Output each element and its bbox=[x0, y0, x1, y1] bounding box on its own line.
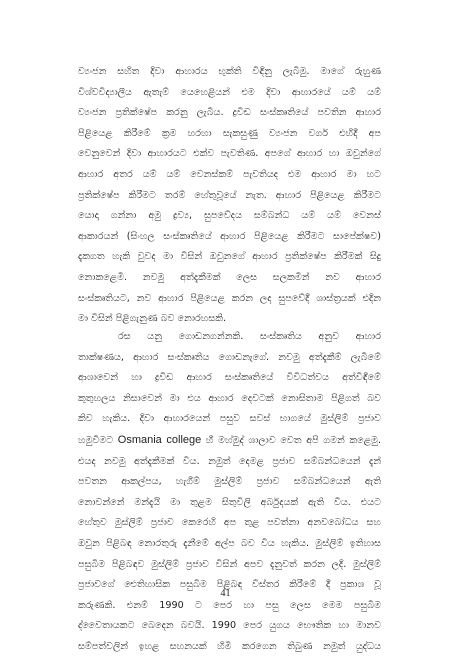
text-line: යොදා ගන්නා අමු ද්‍රව්‍ය, සුපවේදය සම්බන්ධ යම් යම් වෙනස් bbox=[78, 210, 381, 222]
text-line: විශ්වවිද්‍යාලීය ඇතැම් යෙහෙළියන් එම දිවා ආහාරයේ යම් යම් bbox=[78, 86, 381, 98]
text-line: කුතුහලය නිසාවෙන් මා එය ආහාර දෙවටක් නොසිතාම පිළිගත් බව bbox=[78, 392, 381, 404]
text-line: පිළියෙළ කිරීමේ ක්‍රම හරහා සැකසුණු ව්‍යංජන වර්ග එහිදී අප bbox=[78, 127, 381, 139]
text-line: හමුවීමට Osmania college හී මහ්මුද් ශාලාව වෙත අපි ගමන් කළෙමු. bbox=[78, 433, 381, 446]
text-line: රස යනු ගොඩනගන්නකි. සංස්කෘතිය අනුව ආහාර bbox=[118, 331, 381, 342]
text-line: නොවන්නේ මන්දැයි මා තුළම සිතුවිලි අර්බුදයක් ඇති විය. එයට bbox=[78, 496, 381, 508]
text-line: ආකාරයන් (සිංහල සංස්කෘතියේ ආහාර පිළියෙළ කිරීමට සාපේක්ෂව) bbox=[78, 230, 381, 242]
text-line: සම්පත්වලින් ඉහළ සහනයක් හිමි කරගෙන තිබුණ නමුත් යුද්ධය bbox=[78, 640, 381, 652]
text-line: ව්‍යංජන සහිත දිවා ආහාරය භුක්ති විඳිනු ලැබිමු. මාගේ රුහුණ bbox=[78, 66, 381, 77]
text-line: ප්‍රජාවගේ ඓතිහාසික පසුබිම පිළිබඳ විස්තර කිරීමේ දී ප්‍රකාශ වූ bbox=[78, 579, 381, 591]
text-line: මා විසින් පිළිගැනුණ බව නොරහසකි. bbox=[78, 313, 227, 325]
paragraph-1 bbox=[78, 62, 381, 330]
latin-text: Osmania college bbox=[117, 433, 202, 446]
paragraph-2 bbox=[78, 327, 381, 658]
text-line: තාක්ෂණය, ආහාර සංස්කෘතිය ගොඩනැගේ. නවමු අත්දැකීම් ලැබීමේ bbox=[78, 351, 381, 363]
text-line: නොකළෙමි. නවමු අත්දැකීමක් ලෙස සලකමින් නව ආහාර bbox=[78, 271, 381, 283]
text-line: දැකගත හැකි වුවද මා විසින් ඔවුනගේ ආහාර ප්‍රතික්ෂේප කිරීමක් සිදු bbox=[78, 251, 381, 263]
text-line: එයද නවමු අත්දැකීමක් විය. නමුත් දෙමළ ප්‍රජාව සම්බන්ධයෙන් දැන් bbox=[78, 455, 381, 467]
text-line: සංස්කෘතියට, නව ආහාර පිළියෙළ කරන ලද සුපවේදී ශාස්ත්‍රයක් එදින bbox=[78, 292, 381, 304]
text-line: ආශාවෙන් හා ද්‍රවිඩ ආහාර සංස්කෘතියේ විවිධත්වය අත්විඳීමේ bbox=[78, 372, 381, 384]
text-line: ප්‍රතික්ෂේප කිරීමට තරම් හේතුවූයේ නැත. ආහාර පිළියෙළ කිරීමට bbox=[78, 189, 381, 201]
text-line: ව්‍යංජන ප්‍රතික්ෂේප කරනු ලැබීය. ද්‍රවිඩ සංස්කෘතියේ පවතින ආහාර bbox=[78, 107, 381, 119]
text-line: කිව හැකිය. දිවා ආහාරයෙන් පසුව සවස් භාගයේ මුස්ලිම් ප්‍රජාව bbox=[78, 413, 381, 425]
page-number: 41 bbox=[220, 588, 231, 599]
text-line: වෙනුවෙන් දිවා ආහාරයට එක්ව පැවතිණ. අපගේ ආහාර හා ඔවුන්ගේ bbox=[78, 148, 381, 160]
text-line: පවතන ආකල්පය, හැගීම් මුස්ලිම් ප්‍රජාව සම්බන්ධයෙන් ඇති bbox=[78, 476, 381, 488]
text-line: ඔවුන පිළිබඳ නොරතුරු දැනීමේ අල්ප බව විය හැකිය. මුස්ලිම් ඉතිහාස bbox=[78, 537, 381, 549]
text-line: ද්වෛතායකට බෙදෙන බවයි. 1990 පෙර යුගය භෞතික හා මානව bbox=[78, 620, 381, 632]
text-line: කරුණකි. එනම් 1990 ට පෙර හා පසු ලෙස මෙම පසුබිම bbox=[78, 599, 381, 611]
text-line: ආහාර අතර යම් යම් වෙනස්කම් පැවතියද එම ආහාර මා හට bbox=[78, 168, 381, 180]
text-line: හේතුව මුස්ලිම් ප්‍රජාව කෙරෙහි අප තුළ පවත්නා අනවබෝධය සහ bbox=[78, 517, 381, 529]
text-line: පසුබිම පිළිබඳව මුස්ලිම් ප්‍රජාව විසින් අපව දැනුවත් කරන ලදි. මුස්ලිම් bbox=[78, 558, 381, 570]
